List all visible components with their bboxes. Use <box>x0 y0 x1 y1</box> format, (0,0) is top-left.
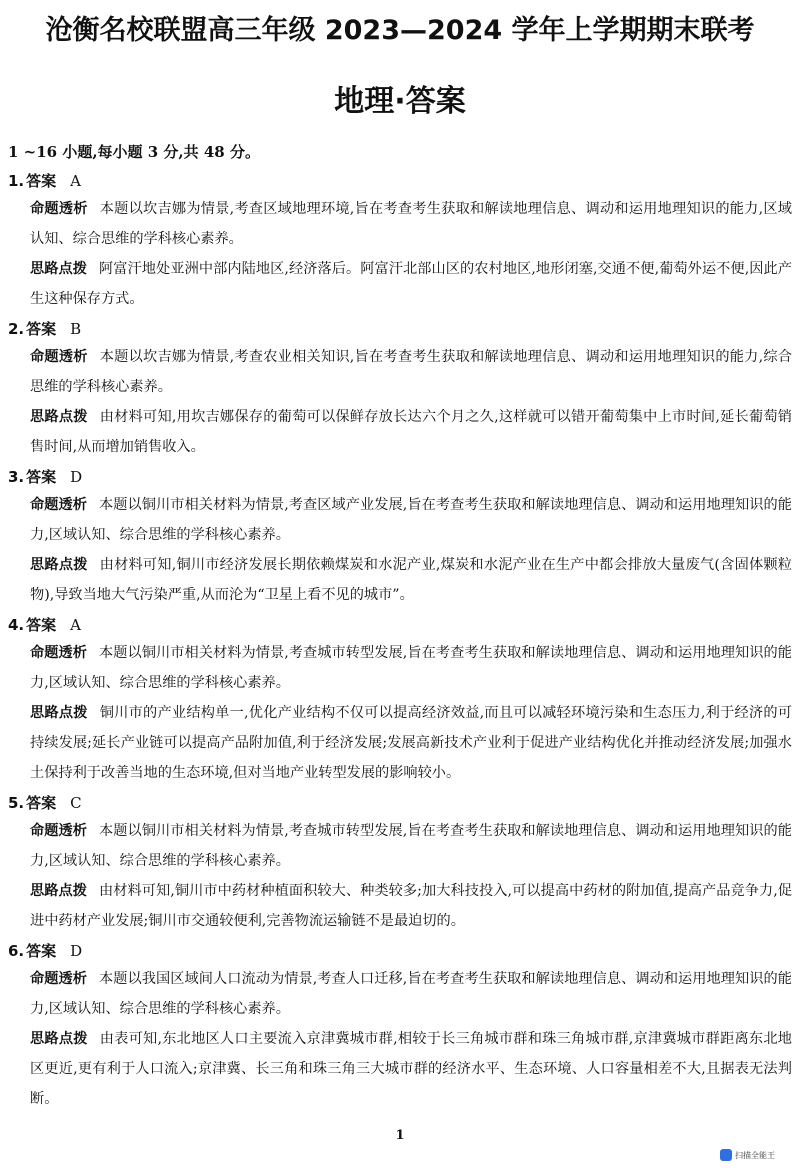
answer-choice: A <box>70 172 81 190</box>
answer-choice: D <box>70 468 83 486</box>
question-block <box>8 316 792 462</box>
answer-label: 答案 <box>26 616 57 634</box>
hint-paragraph <box>30 402 792 462</box>
hint-text: 阿富汗地处亚洲中部内陆地区,经济落后。阿富汗北部山区的农村地区,地形闭塞,交通不便,葡萄外运不便,因此产生这种保存方式。 <box>30 261 792 307</box>
hint-text: 由材料可知,用坎吉娜保存的葡萄可以保鲜存放长达六个月之久,这样就可以错开葡萄集中上市时间,延长葡萄销售时间,从而增加销售收入。 <box>30 409 792 455</box>
analysis-paragraph <box>30 816 792 876</box>
question-block <box>8 168 792 314</box>
question-block <box>8 790 792 936</box>
answer-label: 答案 <box>26 794 57 812</box>
hint-label: 思路点拨 <box>30 409 88 425</box>
answer-choice: D <box>70 942 83 960</box>
hint-label: 思路点拨 <box>30 261 88 277</box>
question-number: 5. <box>8 794 25 812</box>
hint-paragraph <box>30 254 792 314</box>
answer-label: 答案 <box>26 468 57 486</box>
question-number: 6. <box>8 942 25 960</box>
analysis-text: 本题以铜川市相关材料为情景,考查城市转型发展,旨在考查考生获取和解读地理信息、调动和运用地理知识的能力,区域认知、综合思维的学科核心素养。 <box>30 645 792 691</box>
analysis-text: 本题以铜川市相关材料为情景,考查城市转型发展,旨在考查考生获取和解读地理信息、调动和运用地理知识的能力,区域认知、综合思维的学科核心素养。 <box>30 823 792 869</box>
question-header <box>8 168 792 194</box>
analysis-label: 命题透析 <box>30 971 87 987</box>
analysis-text: 本题以我国区域间人口流动为情景,考查人口迁移,旨在考查考生获取和解读地理信息、调动和运用地理知识的能力,区域认知、综合思维的学科核心素养。 <box>30 971 792 1017</box>
hint-paragraph <box>30 550 792 610</box>
question-header <box>8 612 792 638</box>
question-header <box>8 464 792 490</box>
answer-choice: B <box>70 320 82 338</box>
question-number: 3. <box>8 468 25 486</box>
analysis-label: 命题透析 <box>30 497 87 513</box>
question-block <box>8 612 792 788</box>
question-block <box>8 464 792 610</box>
analysis-text: 本题以坎吉娜为情景,考查区域地理环境,旨在考查考生获取和解读地理信息、调动和运用地理知识的能力,区域认知、综合思维的学科核心素养。 <box>30 201 792 247</box>
analysis-paragraph <box>30 342 792 402</box>
hint-paragraph <box>30 1024 792 1114</box>
page-number: 1 <box>395 1128 405 1143</box>
section-intro: 1 ~16 小题,每小题 3 分,共 48 分。 <box>8 143 260 161</box>
answer-label: 答案 <box>26 172 57 190</box>
question-header <box>8 316 792 342</box>
hint-label: 思路点拨 <box>30 1031 88 1047</box>
question-list <box>8 168 792 1114</box>
analysis-label: 命题透析 <box>30 823 87 839</box>
page-subtitle: 地理·答案 <box>334 84 466 119</box>
analysis-label: 命题透析 <box>30 201 88 217</box>
analysis-label: 命题透析 <box>30 645 87 661</box>
question-number: 1. <box>8 172 25 190</box>
hint-text: 由材料可知,铜川市中药材种植面积较大、种类较多;加大科技投入,可以提高中药材的附加值,提高产品竞争力,促进中药材产业发展;铜川市交通较便利,完善物流运输链不是最迫切的。 <box>30 883 792 929</box>
answer-choice: C <box>70 794 82 812</box>
hint-text: 由材料可知,铜川市经济发展长期依赖煤炭和水泥产业,煤炭和水泥产业在生产中都会排放大量废气(含固体颗粒物),导致当地大气污染严重,从而沦为“卫星上看不见的城市”。 <box>30 557 792 603</box>
analysis-paragraph <box>30 638 792 698</box>
hint-paragraph <box>30 876 792 936</box>
analysis-paragraph <box>30 964 792 1024</box>
hint-text: 由表可知,东北地区人口主要流入京津冀城市群,相较于长三角城市群和珠三角城市群,京津冀城市群距离东北地区更近,更有利于人口流入;京津冀、长三角和珠三角三大城市群的经济水平、生态环境、人口容量相差不大,且据表无法判断。 <box>30 1031 792 1107</box>
hint-label: 思路点拨 <box>30 705 88 721</box>
answer-label: 答案 <box>26 942 57 960</box>
page-title: 沧衡名校联盟高三年级 2023—2024 学年上学期期末联考 <box>45 15 755 46</box>
question-block <box>8 938 792 1114</box>
hint-label: 思路点拨 <box>30 883 88 899</box>
answer-choice: A <box>70 616 81 634</box>
answer-content <box>8 140 792 1116</box>
question-header <box>8 790 792 816</box>
analysis-text: 本题以坎吉娜为情景,考查农业相关知识,旨在考查考生获取和解读地理信息、调动和运用地理知识的能力,综合思维的学科核心素养。 <box>30 349 792 395</box>
question-number: 4. <box>8 616 25 634</box>
analysis-text: 本题以铜川市相关材料为情景,考查区域产业发展,旨在考查考生获取和解读地理信息、调动和运用地理知识的能力,区域认知、综合思维的学科核心素养。 <box>30 497 792 543</box>
scanner-logo-icon <box>720 1149 732 1161</box>
hint-label: 思路点拨 <box>30 557 88 573</box>
scanner-watermark <box>720 1143 784 1167</box>
hint-text: 铜川市的产业结构单一,优化产业结构不仅可以提高经济效益,而且可以减轻环境污染和生态压力,利于经济的可持续发展;延长产业链可以提高产品附加值,利于经济发展;发展高新技术产业利于促进产业结构优化并推动经济发展;加强水土保持利于改善当地的生态环境,但对当地产业转型发展的影响较小。 <box>30 705 792 781</box>
question-header <box>8 938 792 964</box>
analysis-label: 命题透析 <box>30 349 88 365</box>
hint-paragraph <box>30 698 792 788</box>
answer-label: 答案 <box>26 320 57 338</box>
analysis-paragraph <box>30 490 792 550</box>
question-number: 2. <box>8 320 25 338</box>
scanner-watermark-text: 扫描全能王 <box>735 1150 775 1160</box>
analysis-paragraph <box>30 194 792 254</box>
